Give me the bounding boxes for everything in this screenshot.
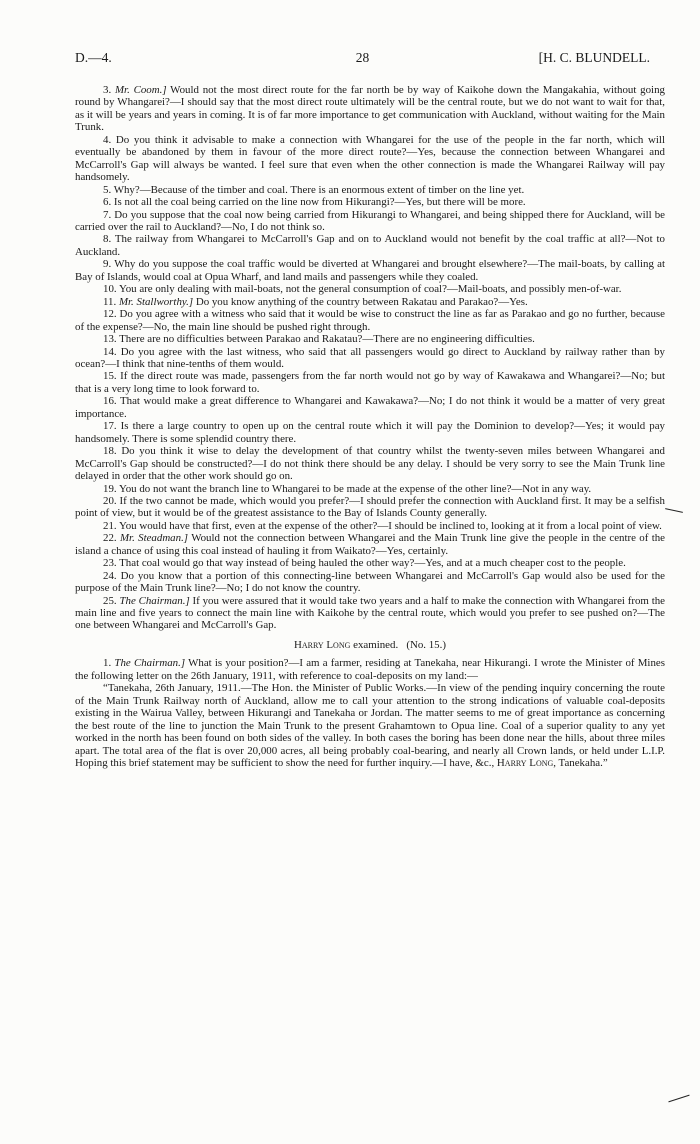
witness-header: [H. C. BLUNDELL. (538, 50, 650, 65)
section-testimony-list (75, 657, 665, 682)
question-answer-text: Do you agree with the last witness, who said that all passengers would go direct to Auckland by railway rather than by ocean?—I think that nine-tenths of them would. (75, 345, 665, 370)
letter-text: “Tanekaha, 26th January, 1911.—The Hon. the Minister of Public Works.—In view of the pending inquiry concerning the route of the Main Trunk Railway north of Auckland, allow me to call your attention to the strong indications of valuable coal-deposits existing in the Wairua Valley, between Hikurangi and Tanekaha or Jordan. The matter seems to me of great importance as concerning the best route of the line to junction the Main Trunk to the present Grahamtown to Opua line. Coal of a superior quality to any yet worked in the north has been found on both sides of the valley. In both cases the boring has been done near the hills, about three miles apart. The total area of the flat is over 20,000 acres, all being probably coal-bearing, and nearly all Crown lands, or held under L.I.P. Hoping this brief statement may be sufficient to show the need for further inquiry.—I have, &c., (75, 682, 665, 770)
document-reference: D.—4. (75, 50, 112, 65)
witness-name: Harry Long (294, 638, 351, 651)
question-number: 25. (103, 594, 117, 607)
question-number: 15. (103, 370, 117, 383)
question-number: 3. (103, 84, 112, 96)
testimony-paragraph (75, 134, 665, 184)
testimony-paragraph (75, 308, 665, 333)
question-number: 16. (103, 395, 117, 408)
question-answer-text: If the two cannot be made, which would you prefer?—I should prefer the connection with Auckland first. It may be a selfish point of view, but it would be of the greatest assistance to the Bay of Islands County generally. (75, 494, 665, 520)
question-number: 10. (103, 283, 117, 296)
letter-signature: Harry Long, (496, 757, 557, 770)
question-answer-text: Would not the connection between Whangarei and the Main Trunk line give the people in the centre of the island a chance of using this coal instead of hauling it from Waikato?—Yes, certainly. (75, 532, 665, 557)
testimony-paragraph (75, 520, 665, 532)
testimony-paragraph (75, 657, 665, 682)
testimony-paragraph (75, 370, 665, 395)
testimony-paragraph (75, 346, 665, 371)
question-answer-text: That would make a great difference to Whangarei and Kawakawa?—No; I do not think it would be a matter of very great importance. (75, 395, 665, 420)
testimony-paragraph (75, 445, 665, 482)
testimony-paragraph (75, 570, 665, 595)
testimony-paragraph (75, 283, 665, 295)
question-number: 14. (103, 345, 117, 358)
page-header (75, 50, 650, 70)
testimony-paragraph (75, 532, 665, 557)
question-answer-text: If the direct route was made, passengers from the far north would not go by way of Kawakawa and Whangarei?—No; but that is a very long time to look forward to. (75, 370, 665, 395)
question-number: 11. (103, 295, 117, 308)
margin-mark (665, 508, 683, 513)
question-answer-text: What is your position?—I am a farmer, residing at Tanekaha, near Hikurangi. I wrote the Minister of Mines the following letter on the 26th January, 1911, with reference to coal-deposits on my land:— (75, 657, 665, 682)
speaker-label: The Chairman.] (119, 594, 190, 607)
speaker-label: Mr. Steadman.] (119, 532, 189, 545)
testimony-paragraph (75, 395, 665, 420)
speaker-label: Mr. Coom.] (114, 84, 167, 96)
testimony-paragraph (75, 184, 665, 196)
margin-mark (668, 1095, 689, 1103)
question-answer-text: Do you know anything of the country between Rakatau and Parakao?—Yes. (195, 295, 528, 308)
question-answer-text: Is there a large country to open up on the central route which it will pay the Dominion to develop?—Yes; it would pay handsomely. There is some splendid country there. (75, 420, 665, 445)
testimony-paragraph (75, 557, 665, 569)
testimony-paragraph (75, 84, 665, 134)
speaker-label: Mr. Stallworthy.] (118, 295, 194, 308)
question-answer-text: You are only dealing with mail-boats, not the general consumption of coal?—Mail-boats, and possibly men-of-war. (118, 283, 622, 296)
question-number: 17. (103, 420, 117, 433)
question-answer-text: You do not want the branch line to Whangarei to be made at the expense of the other line?—Not in any way. (118, 482, 592, 495)
witness-number: (No. 15.) (406, 638, 446, 651)
question-number: 8. (103, 233, 112, 246)
testimony-paragraph (75, 296, 665, 308)
heading-text: examined. (353, 638, 399, 651)
section-heading (75, 639, 665, 651)
question-number: 7. (103, 208, 112, 221)
question-answer-text: There are no difficulties between Parakao and Rakatau?—There are no engineering difficulties. (119, 333, 535, 346)
question-answer-text: Why do you suppose the coal traffic would be diverted at Whangarei and brought elsewhere?—The mail-boats, by calling at Bay of Islands, would coal at Opua Wharf, and land mails and passengers while they coaled. (75, 258, 665, 283)
question-number: 22. (103, 532, 117, 545)
question-answer-text: Do you think it advisable to make a connection with Whangarei for the use of the people in the far north, which will eventually be abandoned by them in favour of the more direct route?—Yes, because the connection between Whangarei and McCarroll's Gap will always be wanted. I feel sure that even when the other connection is made the Whangarei Railway will pay handsomely. (75, 133, 665, 184)
question-number: 18. (103, 445, 117, 458)
testimony-paragraph (75, 196, 665, 208)
question-answer-text: Do you agree with a witness who said that it would be wise to construct the line as far as Parakao and go no further, because of the expense?—No, the main line should be pushed right through. (75, 308, 665, 333)
question-number: 1. (103, 657, 112, 670)
testimony-paragraph (75, 595, 665, 632)
question-answer-text: You would have that first, even at the expense of the other?—I should be inclined to, looking at it from a local point of view. (118, 519, 662, 532)
question-number: 9. (103, 258, 112, 271)
testimony-list (75, 84, 665, 632)
question-answer-text: That coal would go that way instead of being hauled the other way?—Yes, and at a much cheaper cost to the people. (119, 557, 626, 570)
testimony-paragraph (75, 258, 665, 283)
testimony-paragraph (75, 420, 665, 445)
question-answer-text: Why?—Because of the timber and coal. There is an enormous extent of timber on the line yet. (113, 183, 525, 196)
question-number: 13. (103, 333, 117, 346)
question-number: 19. (103, 482, 117, 495)
speaker-label: The Chairman.] (114, 657, 186, 670)
letter-place: Tanekaha.” (558, 757, 608, 770)
question-answer-text: Is not all the coal being carried on the line now from Hikurangi?—Yes, but there will be more. (113, 196, 526, 209)
letter-paragraph (75, 682, 665, 769)
question-answer-text: Do you think it wise to delay the development of that country whilst the twenty-seven miles between Whangarei and McCarroll's Gap should be constructed?—I do not think there should be any delay. I should be very sorry to see the Main Trunk line delayed in order that the other work should go on. (75, 445, 665, 483)
question-number: 12. (103, 308, 117, 321)
question-answer-text: The railway from Whangarei to McCarroll's Gap and on to Auckland would not benefit by the coal traffic at all?—Not to Auckland. (75, 233, 665, 258)
question-number: 4. (103, 133, 112, 146)
testimony-paragraph (75, 209, 665, 234)
testimony-paragraph (75, 495, 665, 520)
question-number: 21. (103, 519, 117, 532)
testimony-paragraph (75, 233, 665, 258)
question-answer-text: If you were assured that it would take two years and a half to make the connection with Whangarei from the main line and five years to connect the main line with Kaikohe by the central route, which would you prefer to see pushed on?—The one between Whangarei and McCarroll's Gap. (75, 594, 666, 632)
question-answer-text: Do you know that a portion of this connecting-line between Whangarei and McCarroll's Gap would also be used for the purpose of the Main Trunk line?—No; I do not know the country. (75, 569, 665, 595)
question-number: 5. (103, 183, 112, 196)
question-answer-text: Would not the most direct route for the far north be by way of Kaikohe down the Mangakahia, without going round by Whangarei?—I should say that the most direct route ultimately will be the central route, but we do not want to wait for that, as it will be years and years in coming. It is of far more importance to get communication with Auckland, without waiting for the Main Trunk. (75, 84, 665, 134)
question-number: 24. (103, 569, 117, 582)
testimony-paragraph (75, 333, 665, 345)
page-content (75, 84, 665, 769)
question-number: 6. (103, 196, 112, 209)
testimony-paragraph (75, 483, 665, 495)
question-number: 20. (103, 494, 117, 507)
page-number: 28 (355, 50, 370, 65)
question-answer-text: Do you suppose that the coal now being carried from Hikurangi to Whangarei, and being shipped there for Auckland, will be carried over the rail to Auckland?—No, I do not think so. (75, 208, 665, 233)
question-number: 23. (103, 557, 117, 570)
